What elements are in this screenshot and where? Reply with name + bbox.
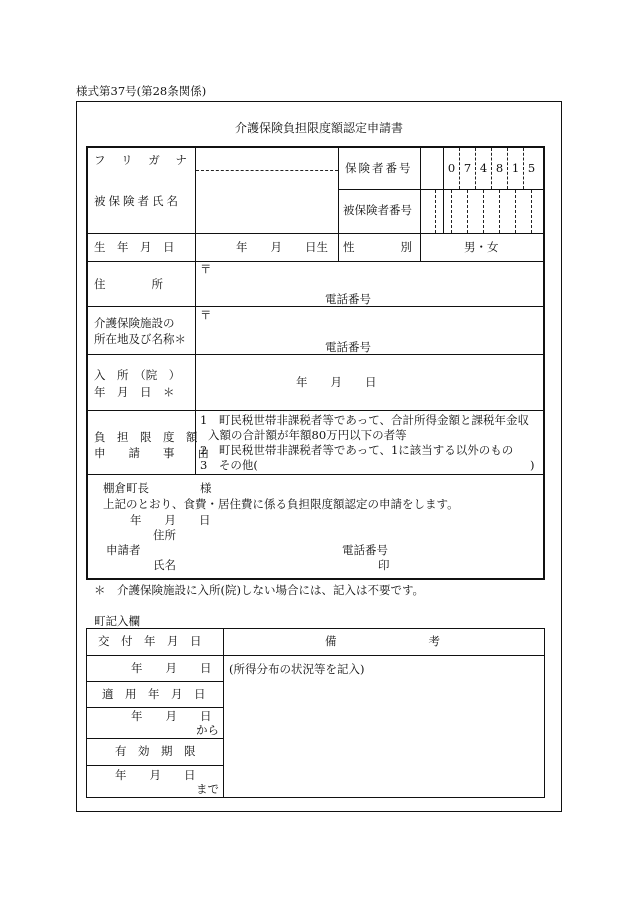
sex-label: 性 別	[343, 240, 412, 254]
applicant-name-label: 氏名	[153, 558, 176, 572]
digit-divider	[435, 190, 436, 233]
valid-period-label: 有 効 期 限	[115, 744, 196, 758]
issue-date-label: 交 付 年 月 日	[98, 634, 202, 648]
declaration-date: 年 月 日	[130, 513, 211, 527]
insurer-digit: 1	[511, 161, 520, 175]
insurer-digit: 4	[479, 161, 488, 175]
apply-date-label: 適 用 年 月 日	[102, 687, 206, 701]
furigana-divider	[196, 170, 338, 171]
furigana-label: フ リ ガ ナ	[94, 153, 193, 167]
sex-value: 男・女	[464, 240, 499, 254]
insurer-digit: 5	[527, 161, 536, 175]
facility-label-1: 介護保険施設の	[94, 316, 175, 330]
row-line	[86, 655, 545, 656]
reason-3: 3 その他(	[200, 458, 258, 472]
row-line	[87, 306, 544, 307]
col-line	[338, 148, 339, 261]
row-line	[86, 707, 223, 708]
row-line	[87, 261, 544, 262]
col-line	[420, 148, 421, 261]
remarks-note: (所得分布の状況等を記入)	[229, 662, 365, 676]
applicant-phone-label: 電話番号	[342, 543, 388, 557]
address-label: 住 所	[94, 277, 163, 291]
postal-icon: 〒	[200, 308, 212, 322]
row-line	[87, 233, 544, 234]
col-line	[195, 148, 196, 474]
declaration-address-label: 住所	[153, 528, 176, 542]
insurer-digit: 0	[447, 161, 456, 175]
birthdate-label: 生 年 月 日	[94, 240, 175, 254]
reason-label-1: 負 担 限 度 額	[94, 430, 198, 444]
row-line	[338, 189, 544, 190]
note-text: ＊ 介護保険施設に入所(院)しない場合には、記入は不要です。	[94, 583, 425, 597]
facility-phone-label: 電話番号	[325, 340, 371, 354]
col-line	[223, 628, 224, 798]
admission-label-2: 年 月 日 ＊	[94, 385, 175, 399]
digit-divider	[483, 190, 484, 233]
apply-date-value: 年 月 日	[131, 709, 212, 723]
digit-divider	[531, 190, 532, 233]
form-number: 様式第37号(第28条関係)	[76, 84, 207, 98]
applicant-label: 申請者	[106, 543, 141, 557]
issue-date-value: 年 月 日	[131, 661, 212, 675]
row-line	[86, 681, 223, 682]
reason-2: 2 町民税世帯非課税者等であって、1に該当する以外のもの	[200, 443, 514, 457]
address-phone-label: 電話番号	[325, 292, 371, 306]
postal-icon: 〒	[200, 262, 212, 276]
row-line	[86, 738, 223, 739]
insurer-digit: 7	[463, 161, 472, 175]
reason-label-2: 申 請 事 由	[94, 446, 209, 460]
form-title: 介護保険負担限度額認定申請書	[234, 121, 403, 135]
declaration-statement: 上記のとおり、食費・居住費に係る負担限度額認定の申請をします。	[103, 497, 459, 511]
admission-label-1: 入 所 （院 ）	[94, 368, 181, 382]
reason-1-line-2: 入額の合計額が年額80万円以下の者等	[208, 428, 407, 442]
insured-no-label: 被保険者番号	[343, 203, 412, 217]
from-label: から	[196, 723, 219, 737]
birthdate-value: 年 月 日生	[236, 240, 328, 254]
row-line	[87, 354, 544, 355]
honorific: 様	[200, 481, 212, 495]
row-line	[87, 474, 544, 475]
row-line	[86, 765, 223, 766]
reason-1-line-1: 1 町民税世帯非課税者等であって、合計所得金額と課税年金収	[200, 413, 529, 427]
reason-3-close: )	[530, 458, 535, 472]
digit-divider	[467, 190, 468, 233]
digit-divider	[451, 190, 452, 233]
insurer-no-label: 保険者番号	[345, 161, 413, 175]
seal-mark: 印	[378, 558, 390, 572]
digit-divider	[499, 190, 500, 233]
digit-divider	[515, 190, 516, 233]
until-label: まで	[196, 782, 219, 796]
valid-period-value: 年 月 日	[115, 768, 196, 782]
admission-value: 年 月 日	[296, 375, 377, 389]
facility-label-2: 所在地及び名称＊	[94, 332, 186, 346]
remarks-label: 備 考	[325, 634, 440, 648]
name-label: 被保険者氏名	[94, 194, 181, 208]
mayor-name: 棚倉町長	[103, 481, 149, 495]
row-line	[87, 410, 544, 411]
town-section-heading: 町記入欄	[94, 614, 140, 628]
insurer-digit: 8	[495, 161, 504, 175]
